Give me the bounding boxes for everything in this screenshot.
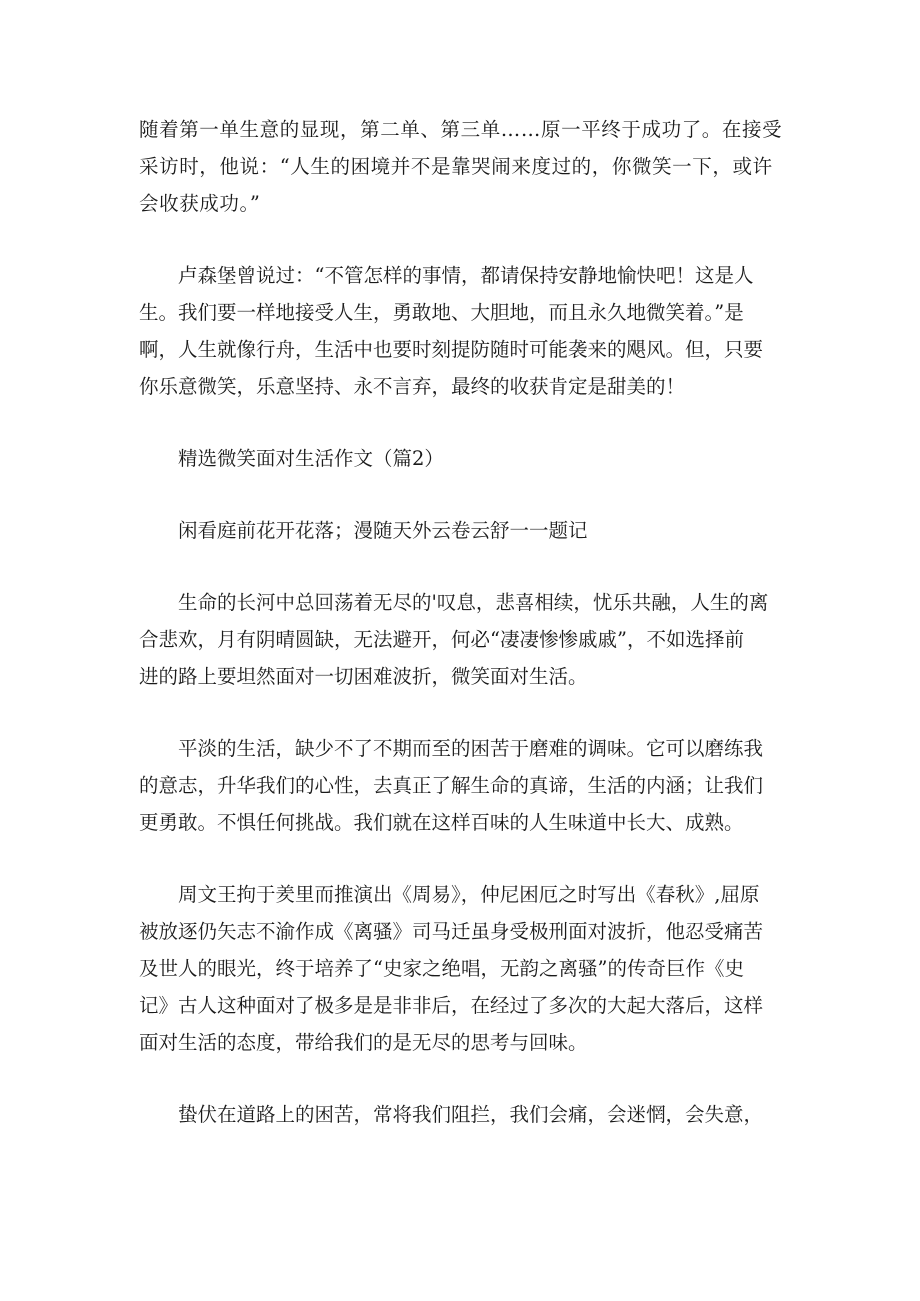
- text-line: 的意志，升华我们的心性，去真正了解生命的真谛，生活的内涵；让我们: [139, 774, 764, 797]
- text-line: 生。我们要一样地接受人生，勇敢地、大胆地，而且永久地微笑着。”是: [139, 301, 744, 324]
- text-line: 平淡的生活，缺少不了不期而至的困苦于磨难的调味。它可以磨练我: [178, 737, 764, 760]
- paragraph-2: [139, 257, 779, 405]
- text-line: 会收获成功。”: [139, 192, 261, 215]
- text-line: 啊，人生就像行舟，生活中也要时刻提防随时可能袭来的飓风。但，只要: [139, 338, 764, 361]
- paragraph-3: [139, 584, 779, 695]
- heading-text: 精选微笑面对生活作文（篇2）: [178, 447, 444, 470]
- text-line: 采访时，他说：“人生的困境并不是靠哭闹来度过的，你微笑一下，或许: [139, 155, 773, 178]
- text-line: 生命的长河中总回荡着无尽的'叹息，悲喜相续，忧乐共融，人生的离: [178, 591, 769, 614]
- text-line: 及世人的眼光，终于培养了“史家之绝唱，无韵之离骚”的传奇巨作《史: [139, 957, 744, 980]
- text-line: 被放逐仍矢志不渝作成《离骚》司马迁虽身受极刑面对波折，他忍受痛苦: [139, 920, 764, 943]
- paragraph-4: [139, 730, 779, 841]
- text-line: 你乐意微笑，乐意坚持、永不言弃，最终的收获肯定是甜美的！: [139, 375, 686, 398]
- text-line: 周文王拘于羑里而推演出《周易》，仲尼困厄之时写出《春秋》,屈原: [178, 883, 760, 906]
- epigraph: [139, 512, 779, 549]
- document-body: [139, 111, 783, 1168]
- text-line: 记》古人这种面对了极多是是非非后，在经过了多次的大起大落后，这样: [139, 994, 764, 1017]
- text-line: 卢森堡曾说过：“不管怎样的事情，都请保持安静地愉快吧！这是人: [178, 264, 754, 287]
- text-line: 进的路上要坦然面对一切困难波折，微笑面对生活。: [139, 665, 588, 688]
- epigraph-text: 闲看庭前花开花落；漫随天外云卷云舒一一题记: [178, 519, 588, 542]
- section-heading: [139, 440, 779, 477]
- text-line: 合悲欢，月有阴晴圆缺，无法避开，何必“凄凄惨惨戚戚”，不如选择前: [139, 628, 744, 651]
- paragraph-5: [139, 876, 779, 1061]
- text-line: 更勇敢。不惧任何挑战。我们就在这样百味的人生味道中长大、成熟。: [139, 811, 744, 834]
- paragraph-6: [139, 1096, 779, 1133]
- text-line: 随着第一单生意的显现，第二单、第三单……原一平终于成功了。在接受: [139, 118, 783, 141]
- text-line: 面对生活的态度，带给我们的是无尽的思考与回味。: [139, 1031, 588, 1054]
- text-line: 蛰伏在道路上的困苦，常将我们阻拦，我们会痛，会迷惘，会失意，: [178, 1103, 764, 1126]
- paragraph-1: [139, 111, 783, 222]
